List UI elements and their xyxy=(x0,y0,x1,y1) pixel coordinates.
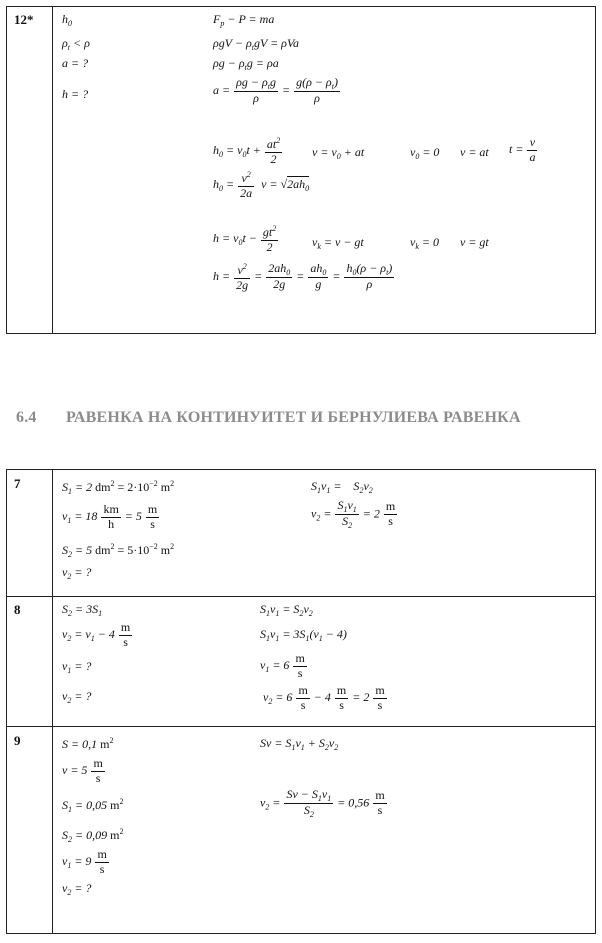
given-a: a = ? xyxy=(62,56,89,70)
given-v2: $v_2$ = ? xyxy=(62,565,92,581)
solution-continuity: $Sv = S_1v_1 + S_2v_2$ xyxy=(260,736,339,752)
given-density: $\rho_t < \rho$ xyxy=(62,36,90,52)
given-s: S = 0,1 $m^2$ xyxy=(62,736,114,751)
section-title: РАВЕНКА НА КОНТИНУИТЕТ И БЕРНУЛИЕВА РАВЕНКА xyxy=(66,409,521,426)
given-v2-relation: $v_2 = v_1 - 4$ $\frac{m}{s}$ xyxy=(62,620,131,649)
given-s2: $S_2 = 0,09$ $m^2$ xyxy=(62,827,124,844)
solution-v2: $v_2 = 6$ $\frac{m}{s}$ − 4 $\frac{m}{s}$ = 2 $\frac{m}{s}$ xyxy=(263,683,385,712)
given-s1: $S_1 = 2$ $dm^2 = 2\cdot 10^{-2}$ $m^2$ xyxy=(62,479,175,496)
problem-number: 9 xyxy=(14,733,21,748)
section-heading xyxy=(16,409,521,427)
given-v1: $v_1 = 9$ $\frac{m}{s}$ xyxy=(62,847,107,876)
solution-continuity: $S_1v_1$ = $S_2v_2$ xyxy=(311,479,373,495)
equation-vk: $v_k = v$ − gt xyxy=(312,235,364,251)
solution-v1: $v_1 = 6$ $\frac{m}{s}$ xyxy=(260,651,305,680)
given-s2: $S_2 = 3S_1$ xyxy=(62,602,103,618)
solution-substituted: $S_1v_1 = 3S_1(v_1 - 4)$ xyxy=(260,627,347,643)
equation-v-gt: v = gt xyxy=(460,235,489,249)
equation-velocity-up: $v = v_0$ + at xyxy=(312,145,365,161)
equation-h0-v: $h_0$ = $\frac{v^2}{2a}$ $v = √2ah_0$ xyxy=(213,170,310,200)
given-h0: $h_0$ xyxy=(62,12,72,28)
problem-number: 7 xyxy=(14,476,21,491)
given-v1: $v_1$ = ? xyxy=(62,659,92,675)
problem-number: 8 xyxy=(14,602,21,617)
section-number: 6.4 xyxy=(16,409,37,426)
solution-continuity: $S_1v_1 = S_2v_2$ xyxy=(260,602,313,618)
problem-number: 12* xyxy=(14,12,34,27)
solution-v2: $v_2$ = $\frac{S_1v_1}{S_2}$ = 2 $\frac{m}{s}$ xyxy=(311,498,396,531)
given-v1: $v_1 = 18$ $\frac{km}{h}$ = 5 $\frac{m}{s}$ xyxy=(62,502,158,531)
equation-densities: $\rho gV - \rho_tgV = \rho Va$ xyxy=(213,36,299,52)
given-h: h = ? xyxy=(62,87,89,101)
given-v2: $v_2$ = ? xyxy=(62,881,92,897)
equation-height-up: $h_0 = v_0t$ + $\frac{at^2}{2}$ xyxy=(213,136,281,166)
row-divider xyxy=(7,726,595,727)
given-s1: $S_1 = 0,05$ $m^2$ xyxy=(62,797,124,814)
given-s2: $S_2 = 5$ $dm^2 = 5\cdot 10^{-2}$ $m^2$ xyxy=(62,542,175,559)
equation-forces: $F_p - P$ = ma xyxy=(213,12,275,28)
equation-reduced: $\rho g - \rho_tg = \rho a$ xyxy=(213,56,279,72)
equation-acceleration: a = $\frac{\rho g - \rho_tg}{\rho}$ = $\frac{g(\rho - \rho_t)}{\rho}$ xyxy=(213,75,338,106)
equation-height-down: $h = v_0t$ − $\frac{gt^2}{2}$ xyxy=(213,224,277,254)
equation-v0: $v_0 = 0$ xyxy=(410,145,440,161)
equation-v-at: v = at xyxy=(460,145,489,159)
column-divider xyxy=(52,7,53,333)
equation-final-height: h = $\frac{v^2}{2g}$ = $\frac{2ah_0}{2g}$ = $\frac{ah_0}{g}$ = $\frac{h_0(\rho - \rho_t)}{\rho}$ xyxy=(213,261,393,292)
equation-time: t = $\frac{v}{a}$ xyxy=(509,135,536,164)
equation-vk-zero: $v_k = 0$ xyxy=(410,235,439,251)
given-v: v = 5 $\frac{m}{s}$ xyxy=(62,756,103,785)
given-v2: $v_2$ = ? xyxy=(62,689,92,705)
column-divider xyxy=(52,470,53,933)
row-divider xyxy=(7,596,595,597)
solution-v2: $v_2$ = $\frac{Sv - S_1v_1}{S_2}$ = 0,56 $\frac{m}{s}$ xyxy=(260,787,385,820)
